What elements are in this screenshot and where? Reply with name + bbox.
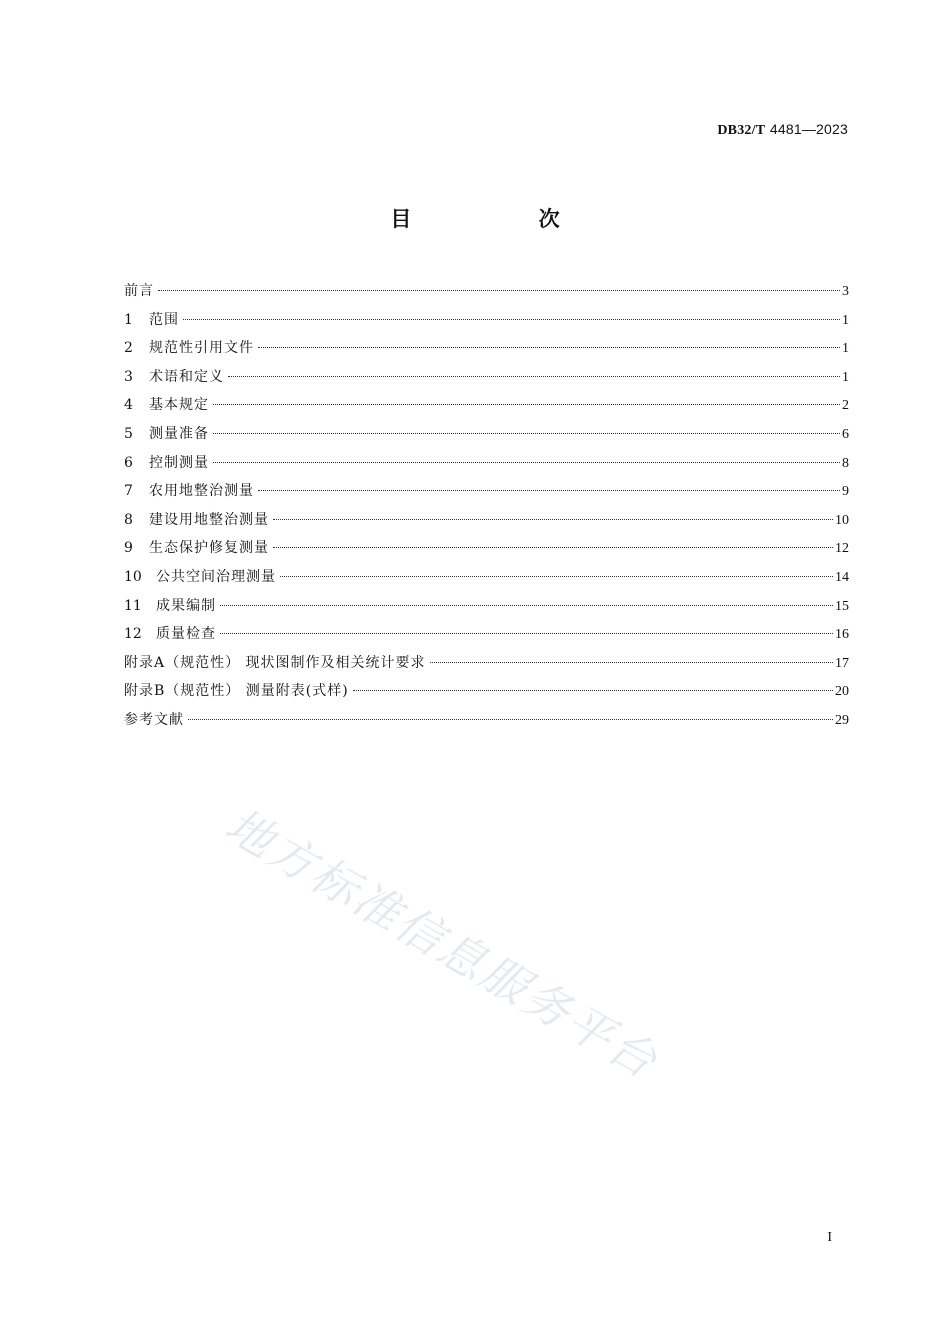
toc-leader-dots [220, 633, 833, 634]
document-code [717, 121, 848, 139]
toc-entry-terms-definitions[interactable] [124, 367, 849, 396]
table-of-contents [124, 281, 849, 739]
toc-leader-dots [280, 576, 833, 577]
toc-leader-dots [353, 690, 833, 691]
toc-leader-dots [213, 462, 840, 463]
toc-entry-title: 2 规范性引用文件 [124, 340, 254, 357]
toc-entry-number: 11 [124, 597, 142, 614]
toc-entry-number: 3 [124, 368, 133, 385]
toc-page-number: 12 [835, 541, 849, 557]
toc-entry-title: 12 质量检查 [124, 626, 216, 643]
toc-entry-construction-land-survey[interactable] [124, 510, 849, 539]
toc-leader-dots [158, 290, 840, 291]
toc-entry-basic-provisions[interactable] [124, 395, 849, 424]
toc-entry-results-compilation[interactable] [124, 596, 849, 625]
page-number: I [827, 1230, 832, 1245]
toc-entry-number: 9 [124, 540, 133, 557]
toc-entry-number: 10 [124, 568, 142, 585]
toc-page-number: 1 [842, 369, 849, 385]
toc-page-number: 2 [842, 398, 849, 414]
toc-entry-title: 附录A（规范性） 现状图制作及相关统计要求 [124, 654, 426, 671]
toc-entry-references[interactable] [124, 710, 849, 739]
toc-entry-ecological-restoration-survey[interactable] [124, 538, 849, 567]
toc-entry-title: 7 农用地整治测量 [124, 483, 254, 500]
toc-page-number: 8 [842, 455, 849, 471]
document-code-number: 4481—2023 [769, 121, 848, 137]
toc-entry-number: 2 [124, 340, 133, 357]
toc-page-number: 20 [835, 684, 849, 700]
toc-entry-agricultural-land-survey[interactable] [124, 481, 849, 510]
toc-leader-dots [228, 376, 840, 377]
toc-entry-title: 3 术语和定义 [124, 368, 224, 385]
toc-entry-title: 4 基本规定 [124, 397, 209, 414]
toc-entry-title: 前言 [124, 283, 154, 299]
toc-entry-number: 12 [124, 626, 142, 643]
toc-leader-dots [258, 347, 840, 348]
toc-entry-number: 4 [124, 397, 133, 414]
toc-entry-title: 8 建设用地整治测量 [124, 511, 269, 528]
toc-leader-dots [258, 490, 840, 491]
toc-page-number: 17 [835, 655, 849, 671]
watermark: 地方标准信息服务平台 [216, 797, 668, 1090]
toc-leader-dots [183, 319, 840, 320]
toc-leader-dots [273, 519, 833, 520]
toc-page-number: 14 [835, 569, 849, 585]
toc-page-number: 1 [842, 312, 849, 328]
toc-entry-control-survey[interactable] [124, 453, 849, 482]
toc-entry-number: 1 [124, 311, 133, 328]
toc-entry-scope[interactable] [124, 310, 849, 339]
toc-entry-public-space-survey[interactable] [124, 567, 849, 596]
toc-entry-title: 6 控制测量 [124, 454, 209, 471]
toc-page-number: 16 [835, 627, 849, 643]
toc-entry-appendix-a[interactable] [124, 653, 849, 682]
toc-entry-appendix-b[interactable] [124, 681, 849, 710]
toc-leader-dots [220, 605, 833, 606]
toc-entry-number: 5 [124, 425, 133, 442]
toc-entry-title: 附录B（规范性） 测量附表(式样) [124, 683, 349, 700]
toc-leader-dots [213, 404, 840, 405]
toc-page-number: 10 [835, 512, 849, 528]
document-code-prefix: DB32/T [717, 123, 766, 138]
toc-leader-dots [213, 433, 840, 434]
toc-entry-title: 10 公共空间治理测量 [124, 568, 276, 585]
toc-entry-title: 参考文献 [124, 711, 184, 728]
toc-entry-title: 5 测量准备 [124, 425, 209, 442]
toc-entry-title: 1 范围 [124, 311, 179, 328]
toc-leader-dots [188, 719, 833, 720]
toc-page-number: 15 [835, 598, 849, 614]
toc-entry-title: 11 成果编制 [124, 597, 216, 614]
toc-entry-number: 6 [124, 454, 133, 471]
toc-page-number: 9 [842, 484, 849, 500]
toc-entry-number: 8 [124, 511, 133, 528]
toc-entry-number: 7 [124, 483, 133, 500]
toc-page-number: 29 [835, 712, 849, 728]
toc-entry-survey-preparation[interactable] [124, 424, 849, 453]
toc-entry-quality-inspection[interactable] [124, 624, 849, 653]
toc-page-number: 3 [842, 284, 849, 299]
toc-page-number: 1 [842, 341, 849, 357]
toc-entry-title: 9 生态保护修复测量 [124, 540, 269, 557]
toc-leader-dots [273, 547, 833, 548]
toc-leader-dots [430, 662, 833, 663]
toc-title: 目 次 [390, 207, 620, 231]
toc-entry-normative-references[interactable] [124, 338, 849, 367]
toc-page-number: 6 [842, 426, 849, 442]
toc-entry-foreword[interactable] [124, 281, 849, 310]
